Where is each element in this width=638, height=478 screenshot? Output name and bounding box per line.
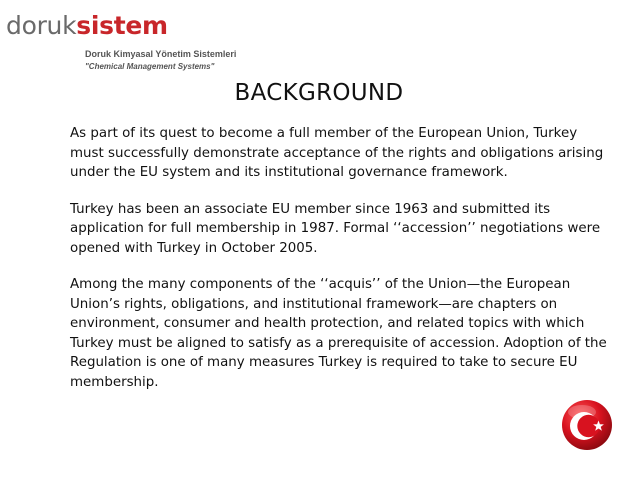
logo-wordmark <box>6 12 168 40</box>
slide-title: BACKGROUND <box>234 80 404 106</box>
paragraph-2: Turkey has been an associate EU member since 1963 and submitted its application for full membership in 1987. Formal ‘‘accession’’ negotiations were opened with Turkey in October 2005. <box>70 201 601 256</box>
paragraph-3: Among the many components of the ‘‘acquis’’ of the Union—the European Union’s rights, obligations, and institutional framework—are chapters on environment, consumer and health protection, and related topics with which Turkey must be aligned to satisfy as a prerequisite of accession. Adoption of the Regulation is one of many measures Turkey is required to take to secure EU membership. <box>70 277 607 390</box>
logo-subtitle: Doruk Kimyasal Yönetim Sistemleri <box>85 49 237 59</box>
paragraph-1: As part of its quest to become a full member of the European Union, Turkey must successfully demonstrate acceptance of the rights and obligations arising under the EU system and its institutional governance framework. <box>70 126 604 180</box>
logo-word-doruk: doruk <box>6 11 77 40</box>
slide-body <box>70 124 610 409</box>
logo-word-sistem: sistem <box>76 11 168 40</box>
turkish-crescent-star-icon <box>560 398 614 452</box>
logo-tagline: "Chemical Management Systems" <box>85 62 215 71</box>
company-logo <box>6 11 237 71</box>
